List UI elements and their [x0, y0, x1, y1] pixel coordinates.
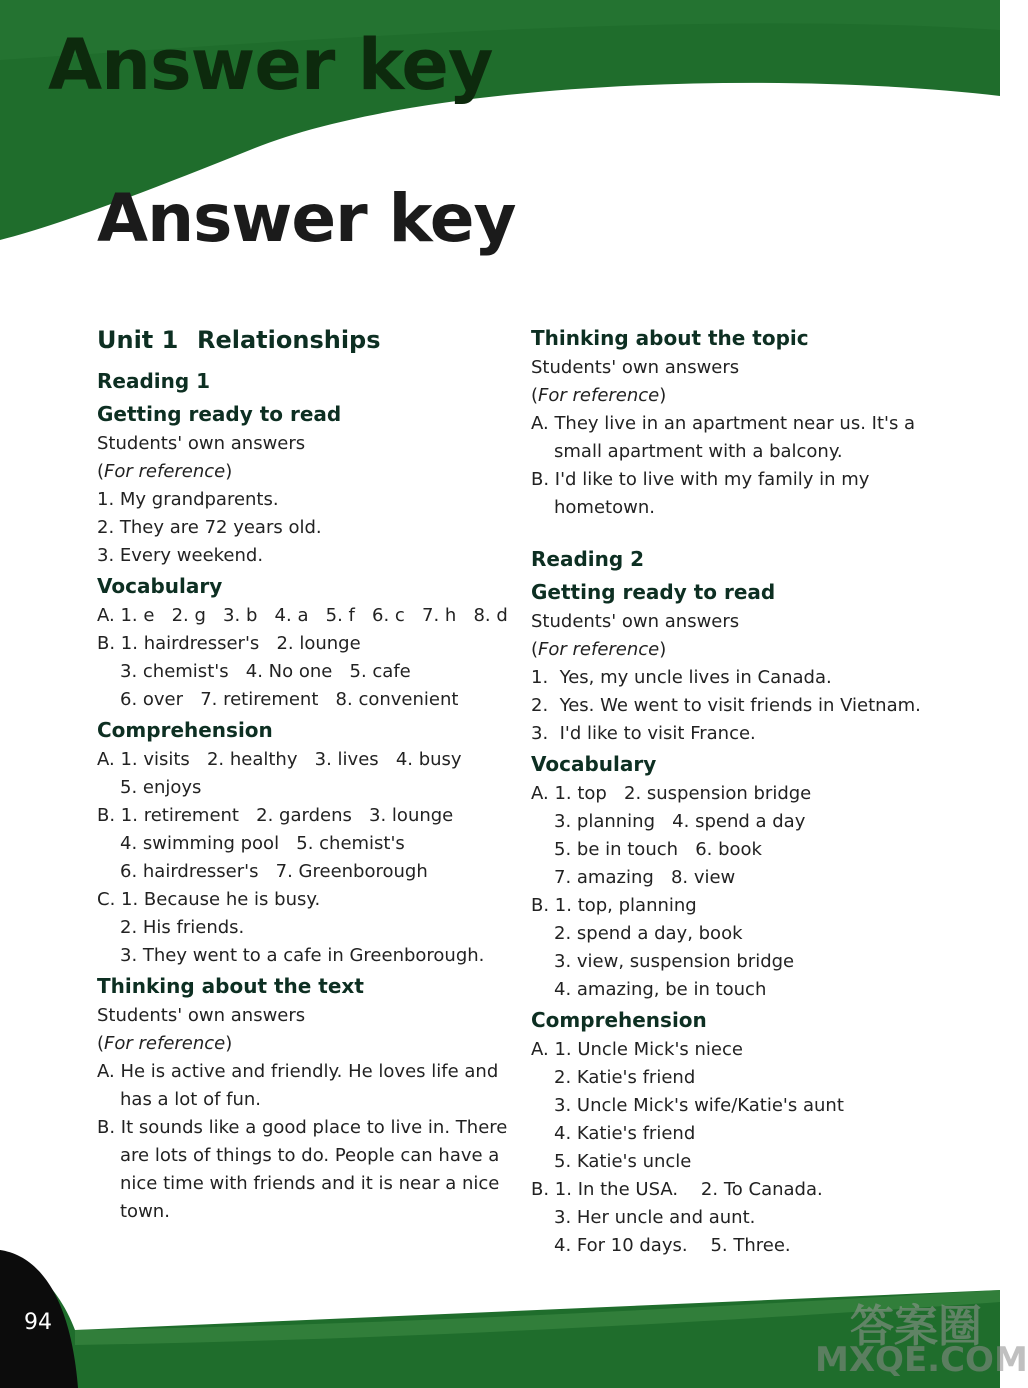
answer-line: 3. Her uncle and aunt.: [554, 1207, 756, 1228]
answer-line: 4. For 10 days. 5. Three.: [554, 1235, 791, 1256]
answer-line: B. 1. hairdresser's 2. lounge: [97, 633, 361, 654]
answer-line: C. 1. Because he is busy.: [97, 889, 321, 910]
left-column: [97, 322, 508, 1226]
answer-line: small apartment with a balcony.: [554, 441, 843, 462]
answer-line: Students' own answers: [531, 611, 740, 632]
reference-text: For reference: [538, 639, 660, 660]
answer-line: has a lot of fun.: [120, 1089, 262, 1110]
answer-line: A. He is active and friendly. He loves life and: [97, 1061, 499, 1082]
unit-number: Unit 1: [97, 326, 179, 354]
answer-line: 7. amazing 8. view: [554, 867, 736, 888]
answer-line: 3. chemist's 4. No one 5. cafe: [120, 661, 411, 682]
answer-line: hometown.: [554, 497, 655, 518]
answer-line: B. It sounds like a good place to live in. There: [97, 1117, 508, 1138]
answer-line: 1. My grandparents.: [97, 489, 279, 510]
reading-heading: Reading 1: [97, 369, 211, 393]
answer-line: 3. Every weekend.: [97, 545, 264, 566]
answer-line: Students' own answers: [97, 1005, 306, 1026]
answer-line: 4. Katie's friend: [554, 1123, 696, 1144]
answer-line: B. 1. retirement 2. gardens 3. lounge: [97, 805, 454, 826]
answer-line: 3. They went to a cafe in Greenborough.: [120, 945, 485, 966]
answer-line: A. 1. top 2. suspension bridge: [531, 783, 812, 804]
answer-line: 5. be in touch 6. book: [554, 839, 762, 860]
answer-line: 5. enjoys: [120, 777, 202, 798]
reference-note: (For reference): [531, 385, 667, 406]
watermark-url: MXQE.COM: [815, 1340, 1028, 1380]
answer-line: B. I'd like to live with my family in my: [531, 469, 870, 490]
answer-line: Students' own answers: [97, 433, 306, 454]
answer-line: 3. I'd like to visit France.: [531, 723, 756, 744]
reference-text: For reference: [538, 385, 660, 406]
unit-heading: [97, 322, 497, 358]
unit-name: Relationships: [197, 326, 381, 354]
answer-line: 3. Uncle Mick's wife/Katie's aunt: [554, 1095, 844, 1116]
answer-line: A. 1. Uncle Mick's niece: [531, 1039, 743, 1060]
answer-line: 6. over 7. retirement 8. convenient: [120, 689, 459, 710]
page-number: 94: [24, 1310, 52, 1335]
section-heading: Thinking about the text: [97, 974, 364, 998]
answer-line: 1. Yes, my uncle lives in Canada.: [531, 667, 832, 688]
answer-line: Students' own answers: [531, 357, 740, 378]
answer-line: 2. They are 72 years old.: [97, 517, 322, 538]
answer-line: 3. view, suspension bridge: [554, 951, 795, 972]
reading-heading: Reading 2: [531, 547, 645, 571]
answer-line: 5. Katie's uncle: [554, 1151, 692, 1172]
answer-line: A. 1. e 2. g 3. b 4. a 5. f 6. c 7. h 8. d: [97, 605, 508, 626]
section-heading: Comprehension: [531, 1008, 707, 1032]
answer-line: B. 1. In the USA. 2. To Canada.: [531, 1179, 823, 1200]
answer-line: 4. swimming pool 5. chemist's: [120, 833, 405, 854]
section-heading: Vocabulary: [531, 752, 657, 776]
answer-line: 4. amazing, be in touch: [554, 979, 767, 1000]
section-heading: Getting ready to read: [531, 580, 776, 604]
answer-line: 2. Katie's friend: [554, 1067, 696, 1088]
right-column: [531, 322, 931, 1260]
reference-text: For reference: [104, 461, 226, 482]
answer-line: 6. hairdresser's 7. Greenborough: [120, 861, 428, 882]
answer-line: 2. Yes. We went to visit friends in Vietnam.: [531, 695, 921, 716]
answer-line: 3. planning 4. spend a day: [554, 811, 806, 832]
answer-line: A. They live in an apartment near us. It's a: [531, 413, 916, 434]
answer-line: A. 1. visits 2. healthy 3. lives 4. busy: [97, 749, 462, 770]
answer-line: are lots of things to do. People can have a: [120, 1145, 500, 1166]
answer-line: town.: [120, 1201, 170, 1222]
section-heading: Vocabulary: [97, 574, 223, 598]
answer-line: 2. His friends.: [120, 917, 245, 938]
section-heading: Thinking about the topic: [531, 326, 809, 350]
answer-line: 2. spend a day, book: [554, 923, 743, 944]
section-heading: Comprehension: [97, 718, 273, 742]
reference-text: For reference: [104, 1033, 226, 1054]
section-heading: Getting ready to read: [97, 402, 342, 426]
answer-line: nice time with friends and it is near a nice: [120, 1173, 500, 1194]
page-title: Answer key: [97, 180, 516, 257]
reference-note: (For reference): [531, 639, 667, 660]
banner-title: Answer key: [48, 24, 493, 106]
reference-note: (For reference): [97, 1033, 233, 1054]
watermark-logo: 答案圈: [850, 1301, 982, 1352]
reference-note: (For reference): [97, 461, 233, 482]
answer-line: B. 1. top, planning: [531, 895, 697, 916]
